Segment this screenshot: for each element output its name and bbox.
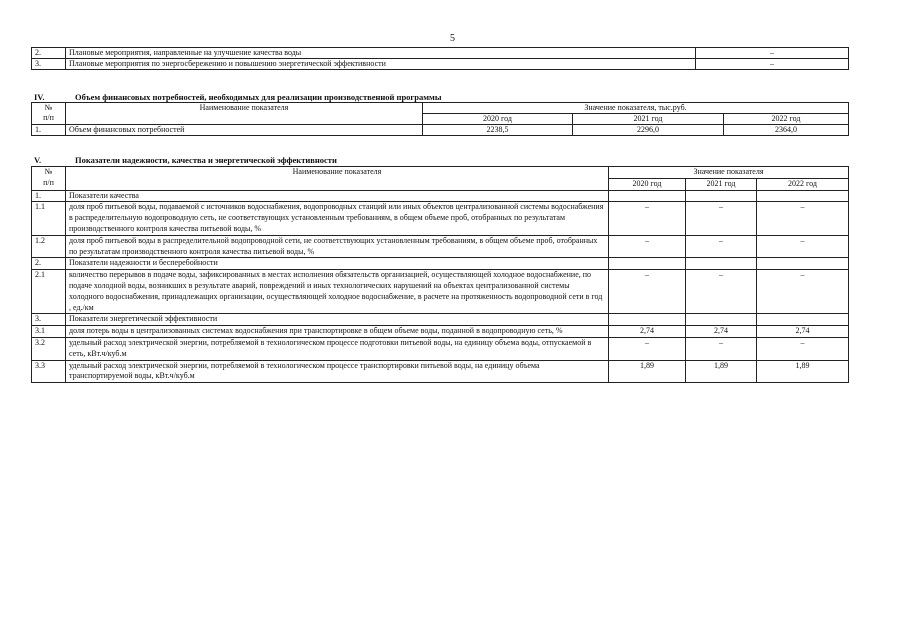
row-value: 1,89 (686, 360, 757, 383)
row-value: – (757, 202, 849, 235)
table-group-row (32, 258, 849, 270)
section-number: IV. (34, 92, 45, 102)
row-value: – (757, 235, 849, 258)
row-value: – (686, 270, 757, 314)
row-name: Плановые мероприятия по энергосбережению и повышению энергетической эффективности (66, 59, 696, 70)
row-name: Показатели энергетической эффективности (66, 314, 609, 326)
section-title: Показатели надежности, качества и энергетической эффективности (75, 155, 337, 165)
row-value: 2364,0 (724, 125, 849, 136)
table-header-row (32, 103, 849, 114)
row-value: 2,74 (757, 326, 849, 338)
page-number: 5 (450, 33, 455, 44)
table-row (32, 48, 849, 59)
table-row (32, 326, 849, 338)
row-name: удельный расход электрической энергии, потребляемой в технологическом процессе транспортировки питьевой воды, на единицу объема транспортируемой воды, кВт.ч/куб.м (66, 360, 609, 383)
table-row (32, 125, 849, 136)
row-name: Плановые мероприятия, направленные на улучшение качества воды (66, 48, 696, 59)
column-header-value-group: Значение показателя, тыс.руб. (423, 103, 849, 114)
row-number: 1. (32, 190, 66, 202)
table-header-row (32, 167, 849, 179)
section-4-heading (34, 92, 834, 102)
table-row (32, 360, 849, 383)
table-row (32, 59, 849, 70)
table-row (32, 270, 849, 314)
row-number: 3. (32, 314, 66, 326)
row-value: 1,89 (609, 360, 686, 383)
row-number: 1. (32, 125, 66, 136)
row-value: – (686, 337, 757, 360)
row-number: 3.2 (32, 337, 66, 360)
table-row (32, 337, 849, 360)
table-row (32, 202, 849, 235)
section-5-heading (34, 155, 834, 165)
planned-measures-table (31, 47, 849, 70)
financial-needs-table (31, 102, 849, 136)
row-value: – (609, 235, 686, 258)
column-header-name: Наименование показателя (66, 103, 423, 125)
row-name: доля проб питьевой воды, подаваемой с источников водоснабжения, водопроводных станций или иных объектов централизованной системы водоснабжения в распределительную водопроводную сеть, не соответствующих установленным требованиям, в общем объеме проб, отобранных по результатам производственного контроля качества питьевой воды, % (66, 202, 609, 235)
column-header-number: № п/п (32, 103, 66, 125)
reliability-quality-efficiency-table (31, 166, 849, 383)
row-number: 2. (32, 48, 66, 59)
row-value: – (696, 59, 849, 70)
column-header-year: 2020 год (609, 178, 686, 190)
row-number: 1.2 (32, 235, 66, 258)
row-value: – (609, 202, 686, 235)
row-value: – (696, 48, 849, 59)
column-header-year: 2021 год (686, 178, 757, 190)
column-header-name: Наименование показателя (66, 167, 609, 191)
row-name: количество перерывов в подаче воды, зафиксированных в местах исполнения обязательств организацией, осуществляющей холодное водоснабжение, по подаче холодной воды, возникших в результате аварий, повреждений и иных технологических нарушений на объектах централизованной системы холодного водоснабжения, принадлежащих организации, осуществляющей холодное водоснабжение, в расчете на протяженность водопроводной сети в год , ед./км (66, 270, 609, 314)
column-header-year: 2021 год (573, 114, 724, 125)
row-number: 2.1 (32, 270, 66, 314)
row-value: – (757, 270, 849, 314)
row-name: Объем финансовых потребностей (66, 125, 423, 136)
table-group-row (32, 314, 849, 326)
row-value: – (686, 202, 757, 235)
row-name: доля потерь воды в централизованных системах водоснабжения при транспортировке в общем объеме воды, поданной в водопроводную сеть, % (66, 326, 609, 338)
section-title: Объем финансовых потребностей, необходимых для реализации производственной программы (75, 92, 442, 102)
column-header-year: 2022 год (724, 114, 849, 125)
column-header-year: 2022 год (757, 178, 849, 190)
row-value: – (609, 337, 686, 360)
table-group-row (32, 190, 849, 202)
table-row (32, 235, 849, 258)
row-value: 2,74 (609, 326, 686, 338)
row-name: доля проб питьевой воды в распределительной водопроводной сети, не соответствующих установленным требованиям, в общем объеме проб, отобранных по результатам производственного контроля качества питьевой воды, % (66, 235, 609, 258)
row-value: – (609, 270, 686, 314)
row-value: 1,89 (757, 360, 849, 383)
row-value: 2296,0 (573, 125, 724, 136)
row-value: 2238,5 (423, 125, 573, 136)
row-name: удельный расход электрической энергии, потребляемой в технологическом процессе подготовки питьевой воды, на единицу объема воды, отпускаемой в сеть, кВт.ч/куб.м (66, 337, 609, 360)
column-header-number: № п/п (32, 167, 66, 191)
section-number: V. (34, 155, 42, 165)
row-number: 2. (32, 258, 66, 270)
column-header-year: 2020 год (423, 114, 573, 125)
row-value: 2,74 (686, 326, 757, 338)
row-name: Показатели качества (66, 190, 609, 202)
row-value: – (757, 337, 849, 360)
column-header-value-group: Значение показателя (609, 167, 849, 179)
row-number: 3.3 (32, 360, 66, 383)
row-name: Показатели надежности и бесперебойности (66, 258, 609, 270)
row-number: 3. (32, 59, 66, 70)
row-number: 3.1 (32, 326, 66, 338)
row-number: 1.1 (32, 202, 66, 235)
row-value: – (686, 235, 757, 258)
